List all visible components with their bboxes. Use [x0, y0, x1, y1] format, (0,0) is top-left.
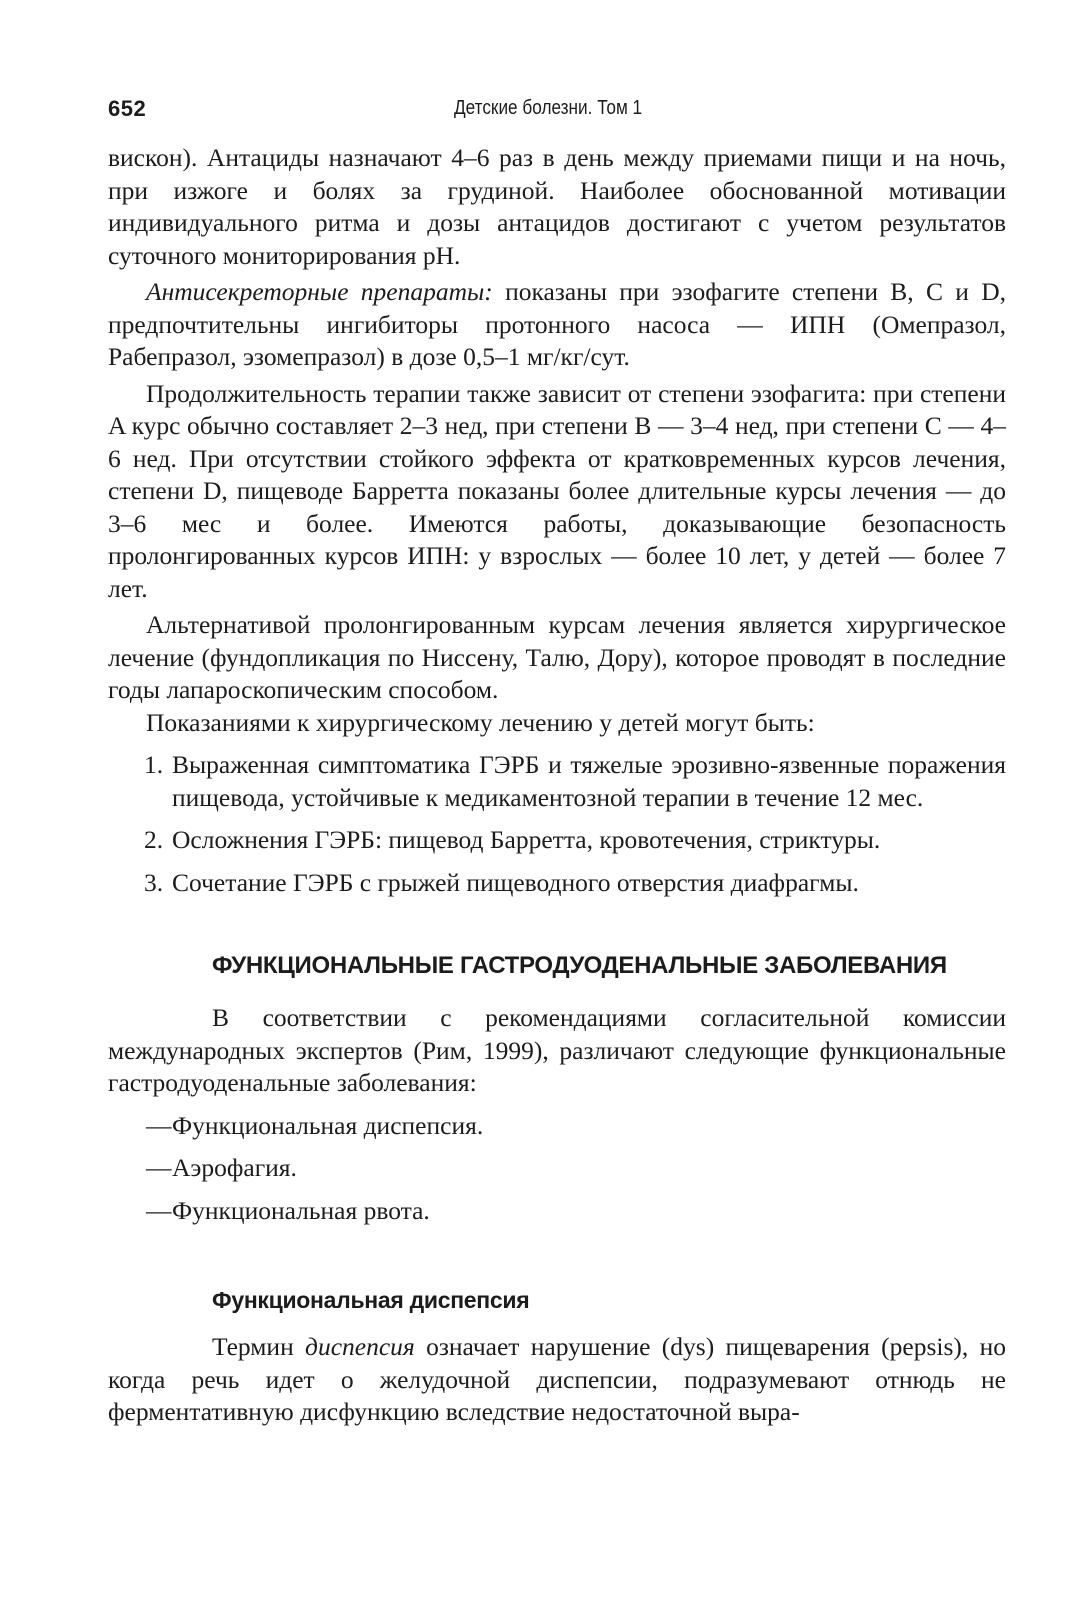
paragraph-surgery-alternative: Альтернативой пролонгированным курсам лечения является хирургическое лечение (фундопликация по Ниссену, Талю, Дору), которое проводят в последние годы лапароскопическим способом. — [108, 610, 1006, 704]
paragraph-therapy-duration: Продолжительность терапии также зависит от степени эзофагита: при степени A курс обычно составляет 2–3 нед, при степени B — 3–4 нед, при степени C — 4–6 нед. При отсутствии стойкого эффекта от кратковременных курсов лечения, степени D, пищеводе Барретта показаны более длительные курсы лечения — до 3–6 мес и более. Имеются работы, доказывающие безопасность пролонгированных курсов ИПН: у взрослых — более 10 лет, у детей — более 7 лет. — [108, 378, 1006, 603]
paragraph-dyspepsia-lead: Термин — [212, 1332, 306, 1361]
page-body — [108, 142, 1006, 1429]
paragraph-antacids: вискон). Антациды назначают 4–6 раз в день между приемами пищи и на ночь, при изжоге и болях за грудиной. Наиболее обоснованной мотивации индивидуального ритма и дозы антацидов достигают с учетом результатов суточного мониторирования pH. — [108, 143, 1006, 270]
paragraph-rome-criteria: В соответствии с рекомендациями согласительной комиссии международных экспертов (Рим, 1999), различают следующие функциональные гастродуоденальные заболевания: — [108, 1003, 1006, 1097]
paragraph-dyspepsia-definition — [108, 1331, 1006, 1429]
list-item-number: 3. — [144, 867, 164, 897]
list-item-text: Функциональная диспепсия. — [172, 1110, 484, 1140]
list-item-dash: — — [146, 1195, 172, 1225]
list-item-number: 2. — [144, 825, 164, 854]
list-item — [108, 867, 1006, 900]
running-head — [108, 88, 1006, 128]
paragraph-antisecretory-text: показаны при эзофагите степени B, C и D, предпочтительны ингибиторы протонного насоса — ИПН (Омепразол, Рабепразол, эзомепразол) в дозе 0,5–1 мг/кг/сут. — [108, 277, 1006, 371]
list-item — [108, 749, 1006, 814]
list-item — [108, 1195, 1006, 1228]
page-number: 652 — [108, 96, 147, 121]
book-title: Детские болезни. Том 1 — [454, 97, 643, 119]
functional-diseases-list — [108, 1110, 1006, 1228]
paragraph-antisecretory — [108, 276, 1006, 374]
term-dyspepsia: диспепсия — [305, 1332, 415, 1361]
list-item-dash: — — [146, 1110, 172, 1140]
book-page — [108, 88, 1006, 1429]
list-item — [108, 1110, 1006, 1143]
list-item-dash: — — [146, 1153, 172, 1182]
list-item-text: Аэрофагия. — [172, 1153, 297, 1182]
list-item-text: Функциональная рвота. — [172, 1195, 430, 1225]
subsection-heading-functional-dyspepsia: Функциональная диспепсия — [212, 1287, 530, 1313]
section-heading-functional-diseases: ФУНКЦИОНАЛЬНЫЕ ГАСТРОДУОДЕНАЛЬНЫЕ ЗАБОЛЕВАНИЯ — [212, 952, 947, 979]
list-item-number: 1. — [144, 750, 164, 779]
list-item-text: Осложнения ГЭРБ: пищевод Барретта, кровотечения, стриктуры. — [172, 825, 881, 854]
paragraph-dyspepsia-text: означает нарушение (dys) пищеварения (pepsis), но когда речь идет о желудочной диспепсии, подразумевают отнюдь не ферментативную дисфункцию вследствие недостаточной выра- — [108, 1332, 1007, 1426]
list-item — [108, 1152, 1006, 1185]
list-item-text: Выраженная симптоматика ГЭРБ и тяжелые эрозивно-язвенные поражения пищевода, устойчивые к медикаментозной терапии в течение 12 мес. — [172, 750, 1006, 812]
list-item-text: Сочетание ГЭРБ с грыжей пищеводного отверстия диафрагмы. — [172, 867, 859, 897]
term-antisecretory: Антисекреторные препараты: — [146, 277, 493, 306]
paragraph-indications-intro: Показаниями к хирургическому лечению у детей могут быть: — [146, 707, 815, 737]
indications-list — [108, 749, 1006, 899]
list-item — [108, 824, 1006, 857]
